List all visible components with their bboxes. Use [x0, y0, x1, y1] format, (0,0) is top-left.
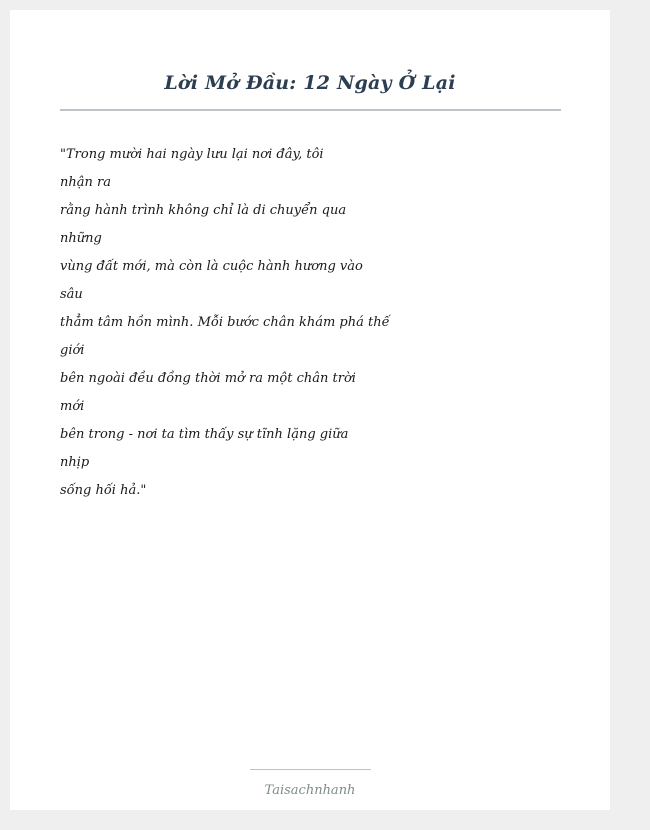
quote-line: "Trong mười hai ngày lưu lại nơi đây, tôi [60, 147, 324, 162]
footer-divider [250, 769, 371, 770]
quote-line: giới [60, 343, 85, 358]
quote-line: sâu [60, 287, 83, 302]
title-divider [60, 109, 561, 111]
quote-line: bên ngoài đều đồng thời mở ra một chân trời [60, 371, 356, 386]
quote-line: mới [60, 399, 85, 414]
quote-line: những [60, 231, 102, 246]
quote-line: thẳm tâm hồn mình. Mỗi bước chân khám phá thế [60, 315, 390, 330]
quote-body [60, 141, 420, 505]
quote-line: vùng đất mới, mà còn là cuộc hành hương vào [60, 259, 363, 274]
document-page [10, 10, 610, 810]
quote-line: sống hối hả." [60, 483, 147, 498]
page-title: Lời Mở Đầu: 12 Ngày Ở Lại [164, 72, 456, 94]
quote-line: bên trong - nơi ta tìm thấy sự tĩnh lặng giữa [60, 427, 349, 442]
quote-line: nhịp [60, 455, 90, 470]
footer-credit: Taisachnhanh [264, 783, 356, 798]
quote-line: nhận ra [60, 175, 111, 190]
quote-line: rằng hành trình không chỉ là di chuyển qua [60, 203, 347, 218]
